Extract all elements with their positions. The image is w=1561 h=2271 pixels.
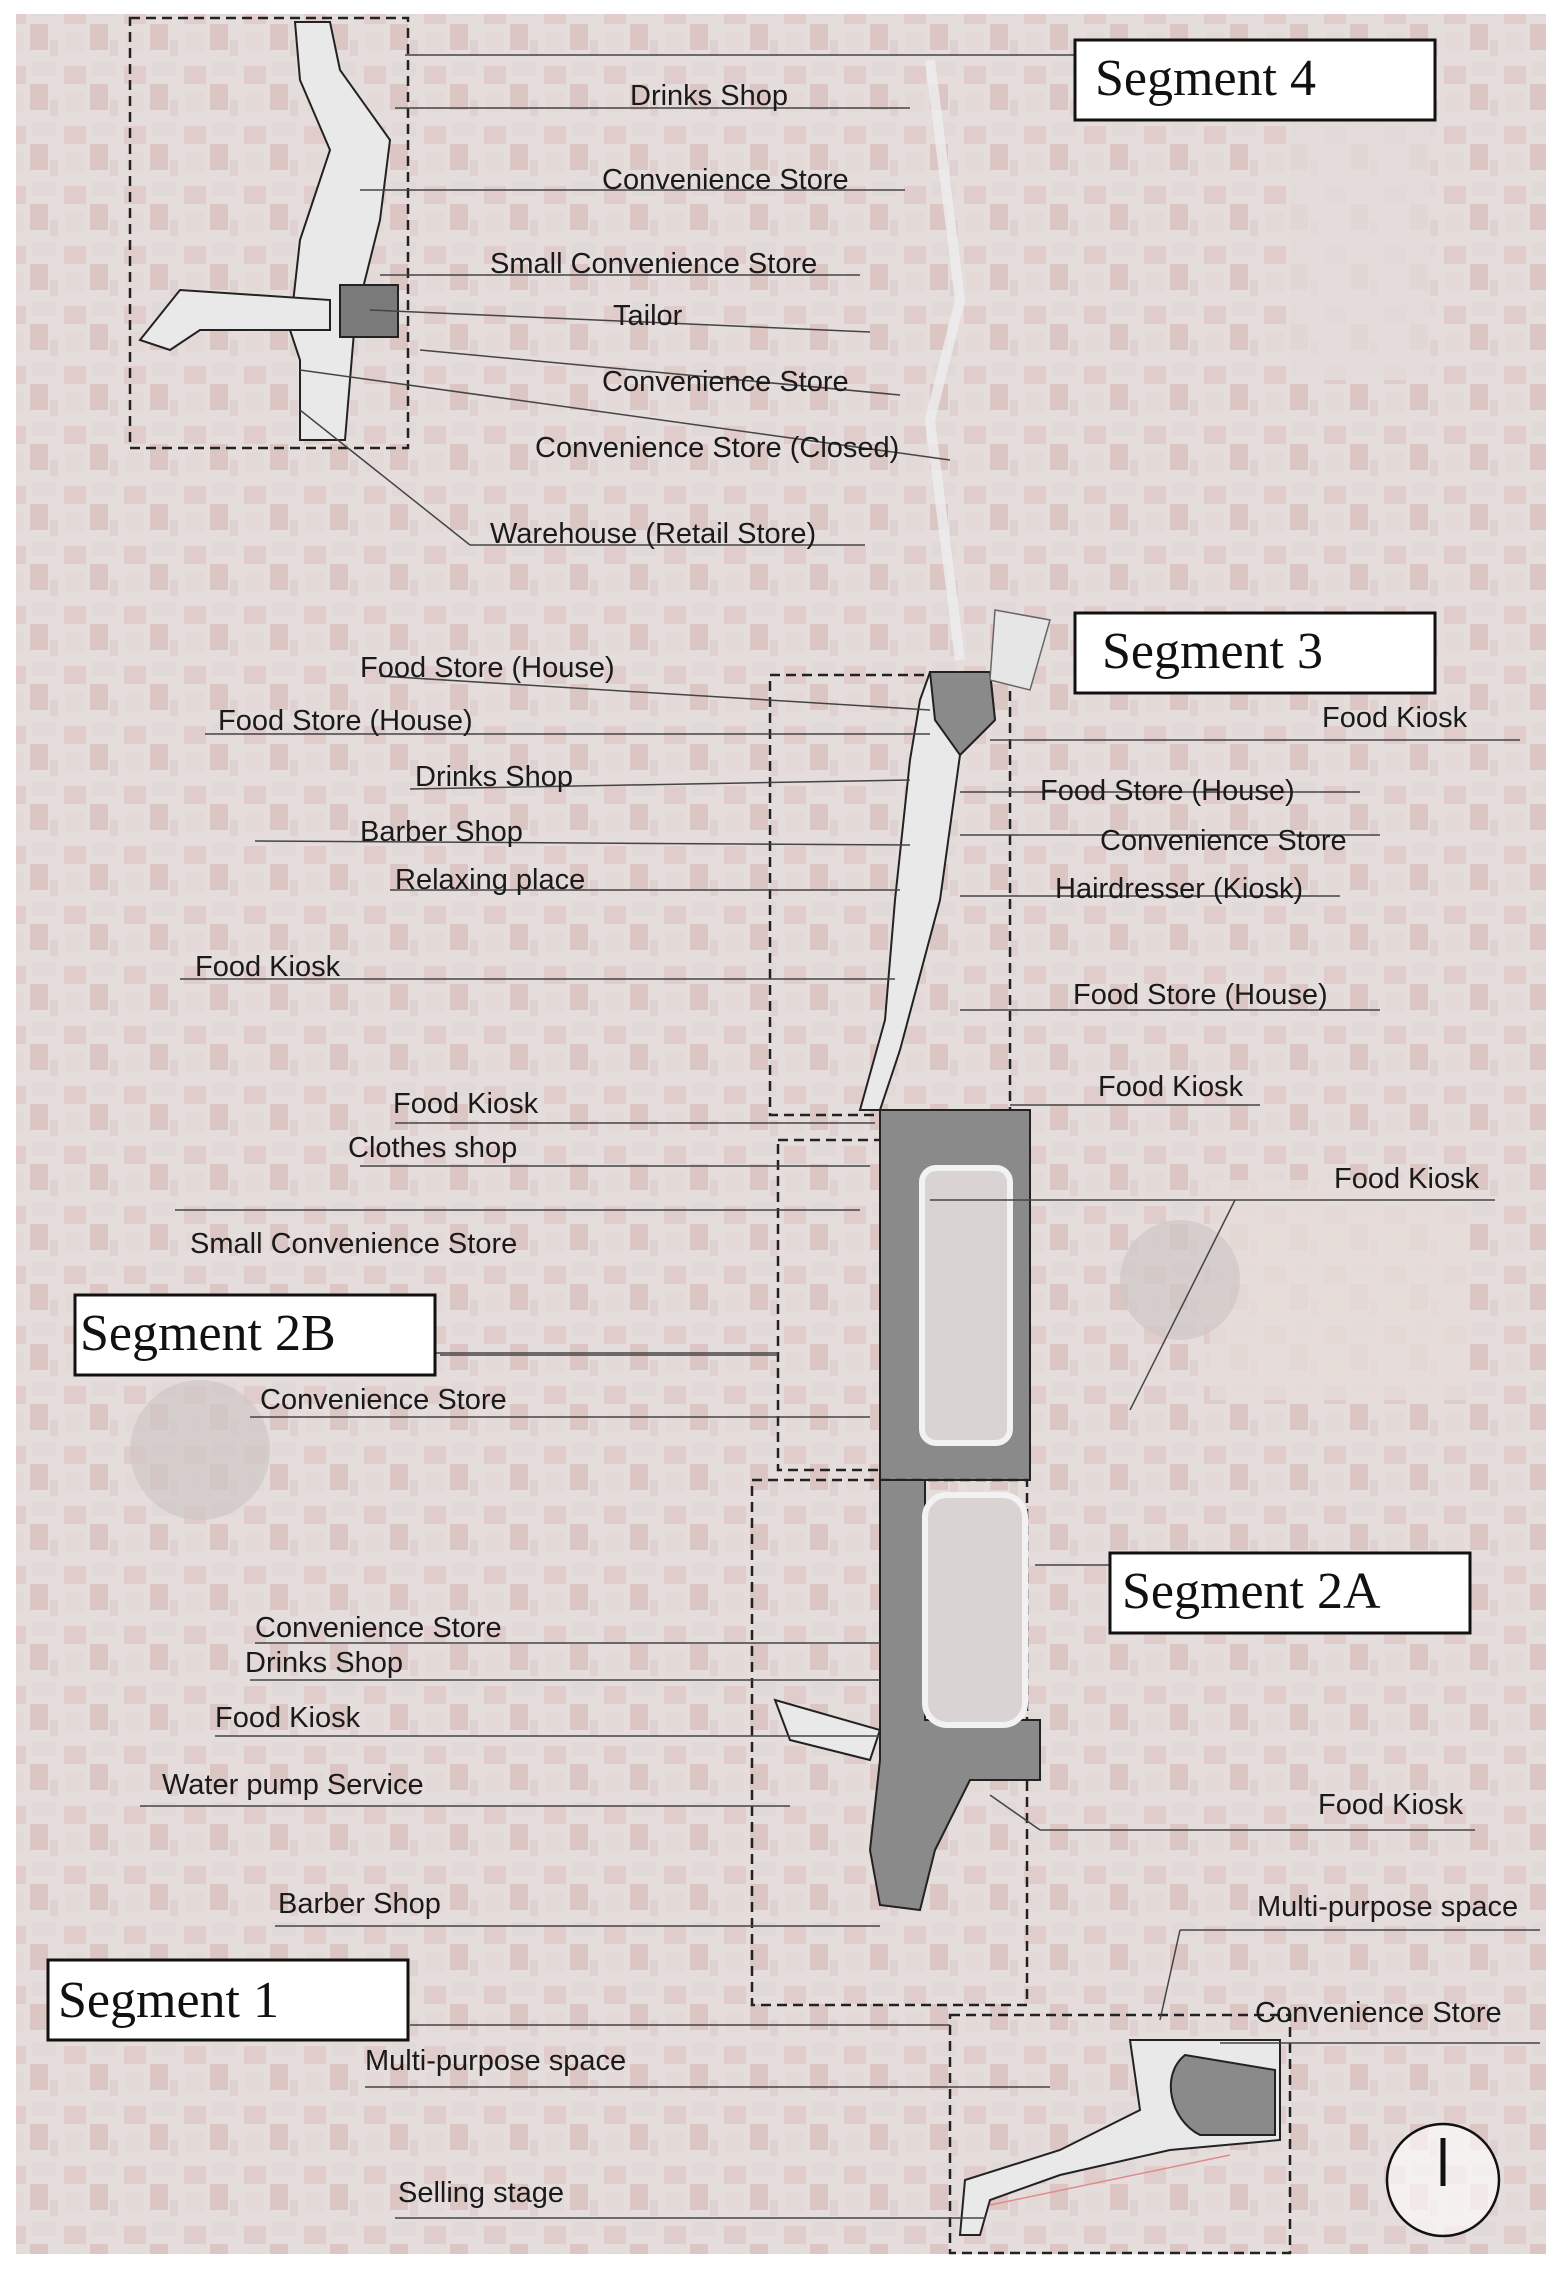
map-label: Food Kiosk [1318,1789,1464,1821]
map-label: Multi-purpose space [365,2045,627,2077]
map-label: Convenience Store [1100,825,1347,857]
segment-1-label-box [48,1960,408,2040]
map-label: Food Kiosk [195,951,341,983]
map-label: Convenience Store [602,164,849,196]
map-label: Food Kiosk [215,1702,361,1734]
map-label: Small Convenience Store [190,1228,518,1260]
map-label: Convenience Store [260,1384,507,1416]
map-label: Warehouse (Retail Store) [490,518,817,550]
map-label: Food Kiosk [1334,1163,1480,1195]
segment-3-title: Segment 3 [1102,623,1323,680]
map-label: Convenience Store [255,1612,502,1644]
map-label: Barber Shop [278,1888,441,1920]
map-label: Clothes shop [348,1132,518,1164]
segment-3-label-box [1075,613,1435,693]
map-label: Food Kiosk [1098,1071,1244,1103]
map-label: Small Convenience Store [490,248,818,280]
map-label: Food Kiosk [1322,702,1468,734]
segment-2b-title: Segment 2B [80,1305,336,1362]
segment-4-title: Segment 4 [1095,50,1316,107]
map-label: Multi-purpose space [1257,1891,1519,1923]
map-label: Drinks Shop [630,80,788,112]
map-label: Drinks Shop [415,761,573,793]
map-label: Food Kiosk [393,1088,539,1120]
map-label: Barber Shop [360,816,523,848]
map-label: Selling stage [398,2177,565,2209]
map-label: Food Store (House) [360,652,615,684]
map-label: Convenience Store [602,366,849,398]
map-label: Water pump Service [162,1769,424,1801]
north-arrow-icon [1387,2124,1499,2236]
segment-4-label-box [1075,40,1435,120]
map-label: Drinks Shop [245,1647,403,1679]
map-label: Food Store (House) [1040,775,1295,807]
segment-1-title: Segment 1 [58,1972,279,2029]
segment-2b-label-box [75,1295,435,1375]
segment-2a-label-box [1110,1553,1470,1633]
segment-2a-title: Segment 2A [1122,1563,1381,1620]
map-label: Tailor [613,300,683,332]
map-label: Food Store (House) [218,705,473,737]
map-label: Food Store (House) [1073,979,1328,1011]
map-label: Convenience Store [1255,1997,1502,2029]
map-label: Relaxing place [395,864,586,896]
map-label: Hairdresser (Kiosk) [1055,873,1304,905]
map-label: Convenience Store (Closed) [535,432,900,464]
